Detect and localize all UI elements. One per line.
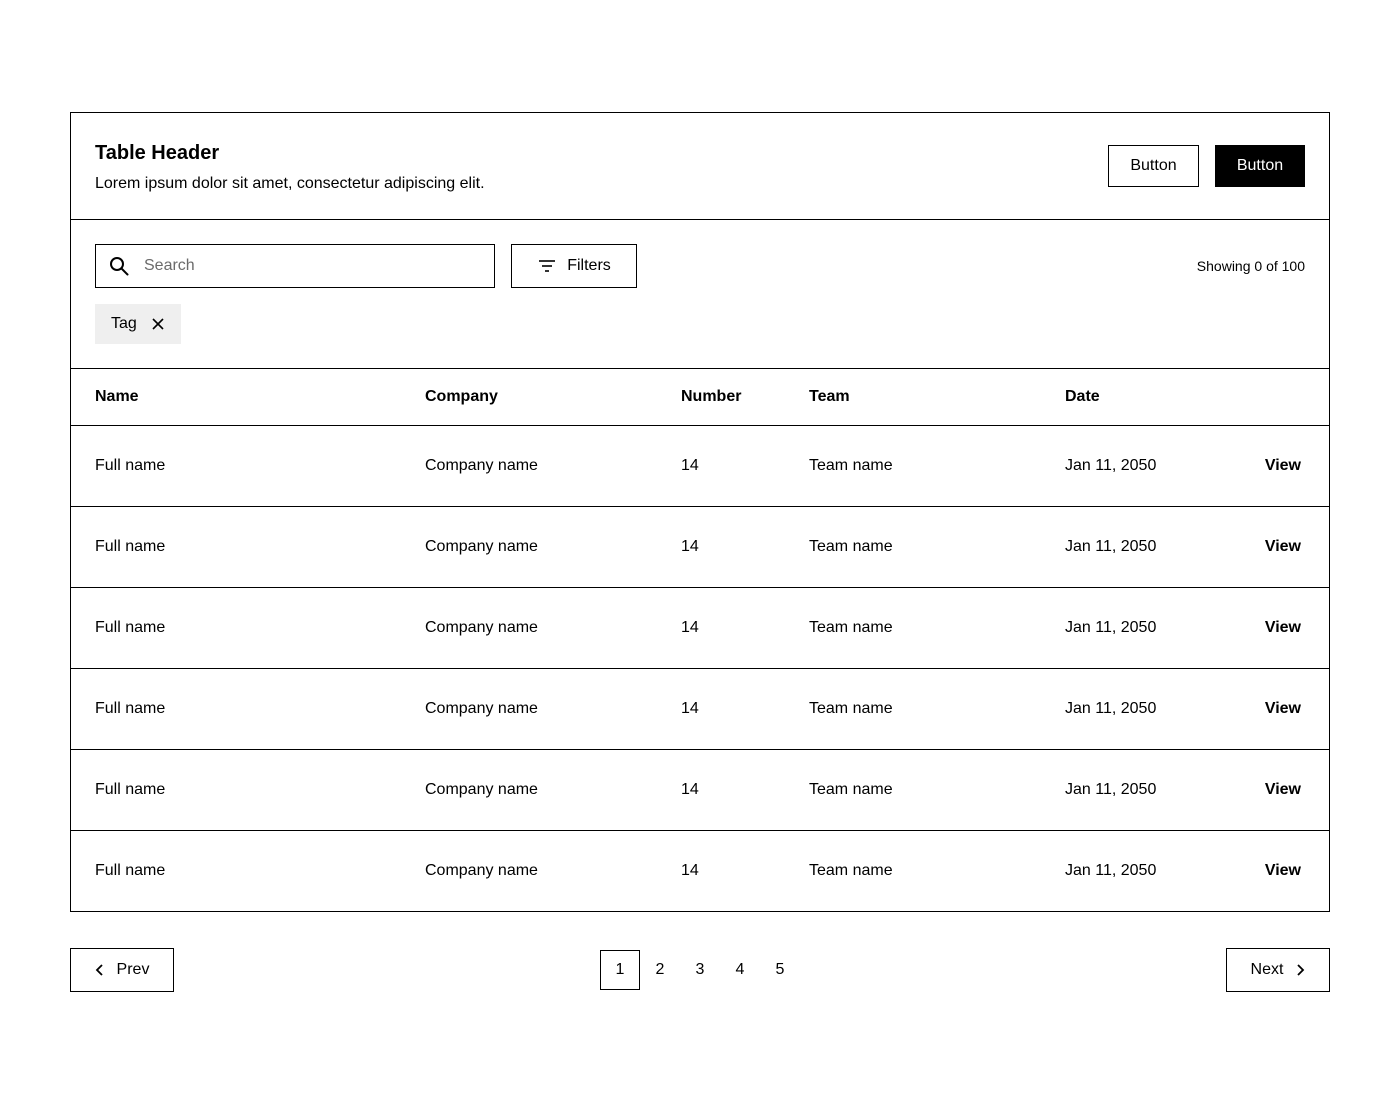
view-link[interactable]: View xyxy=(1264,538,1301,555)
cell-name: Full name xyxy=(95,700,166,717)
page-button[interactable]: 3 xyxy=(695,961,705,978)
close-icon[interactable] xyxy=(151,317,165,331)
cell-date: Jan 11, 2050 xyxy=(1065,457,1157,474)
column-header-name[interactable]: Name xyxy=(95,388,139,405)
filters-button[interactable] xyxy=(511,244,637,288)
table-subtitle: Lorem ipsum dolor sit amet, consectetur adipiscing elit. xyxy=(95,175,485,192)
cell-company: Company name xyxy=(425,619,538,636)
cell-date: Jan 11, 2050 xyxy=(1065,700,1157,717)
secondary-button[interactable]: Button xyxy=(1108,145,1199,187)
prev-button[interactable] xyxy=(70,948,174,992)
cell-company: Company name xyxy=(425,700,538,717)
cell-name: Full name xyxy=(95,457,166,474)
table-column-headers xyxy=(71,369,1329,426)
cell-company: Company name xyxy=(425,862,538,879)
table-header-section xyxy=(71,113,1329,220)
cell-number: 14 xyxy=(681,781,699,798)
search-field[interactable] xyxy=(95,244,495,288)
table-row xyxy=(71,426,1329,507)
page-button[interactable]: 4 xyxy=(735,961,745,978)
cell-team: Team name xyxy=(809,538,893,555)
page-button-current[interactable]: 1 xyxy=(600,950,640,990)
cell-team: Team name xyxy=(809,781,893,798)
search-input[interactable] xyxy=(144,257,464,275)
table-toolbar xyxy=(71,220,1329,369)
cell-team: Team name xyxy=(809,700,893,717)
column-header-company[interactable]: Company xyxy=(425,388,498,405)
cell-company: Company name xyxy=(425,781,538,798)
cell-team: Team name xyxy=(809,619,893,636)
column-header-date[interactable]: Date xyxy=(1065,388,1100,405)
cell-number: 14 xyxy=(681,700,699,717)
cell-name: Full name xyxy=(95,862,166,879)
next-label: Next xyxy=(1250,961,1284,978)
cell-number: 14 xyxy=(681,538,699,555)
view-link[interactable]: View xyxy=(1264,619,1301,636)
view-link[interactable]: View xyxy=(1264,781,1301,798)
cell-name: Full name xyxy=(95,538,166,555)
results-count: Showing 0 of 100 xyxy=(1196,258,1305,274)
filter-icon xyxy=(537,256,557,276)
view-link[interactable]: View xyxy=(1264,457,1301,474)
filters-label: Filters xyxy=(567,257,611,274)
primary-button[interactable]: Button xyxy=(1215,145,1305,187)
cell-name: Full name xyxy=(95,781,166,798)
filter-tag xyxy=(95,304,181,344)
chevron-left-icon xyxy=(95,964,105,976)
cell-number: 14 xyxy=(681,457,699,474)
table-row xyxy=(71,507,1329,588)
column-header-team[interactable]: Team xyxy=(809,388,850,405)
chevron-right-icon xyxy=(1295,964,1305,976)
table-row xyxy=(71,669,1329,750)
next-button[interactable] xyxy=(1226,948,1330,992)
data-table-card xyxy=(70,112,1330,912)
cell-date: Jan 11, 2050 xyxy=(1065,862,1157,879)
cell-date: Jan 11, 2050 xyxy=(1065,781,1157,798)
table-row xyxy=(71,831,1329,911)
search-icon xyxy=(109,256,129,276)
table-row xyxy=(71,588,1329,669)
cell-date: Jan 11, 2050 xyxy=(1065,619,1157,636)
cell-date: Jan 11, 2050 xyxy=(1065,538,1157,555)
prev-label: Prev xyxy=(116,961,150,978)
page-numbers xyxy=(600,950,800,990)
page-button[interactable]: 2 xyxy=(655,961,665,978)
cell-company: Company name xyxy=(425,538,538,555)
cell-number: 14 xyxy=(681,862,699,879)
tag-label: Tag xyxy=(111,315,137,332)
page-button[interactable]: 5 xyxy=(775,961,785,978)
view-link[interactable]: View xyxy=(1264,862,1301,879)
cell-name: Full name xyxy=(95,619,166,636)
view-link[interactable]: View xyxy=(1264,700,1301,717)
column-header-number[interactable]: Number xyxy=(681,388,742,405)
cell-number: 14 xyxy=(681,619,699,636)
cell-team: Team name xyxy=(809,862,893,879)
cell-team: Team name xyxy=(809,457,893,474)
table-title: Table Header xyxy=(95,142,220,164)
cell-company: Company name xyxy=(425,457,538,474)
table-row xyxy=(71,750,1329,831)
